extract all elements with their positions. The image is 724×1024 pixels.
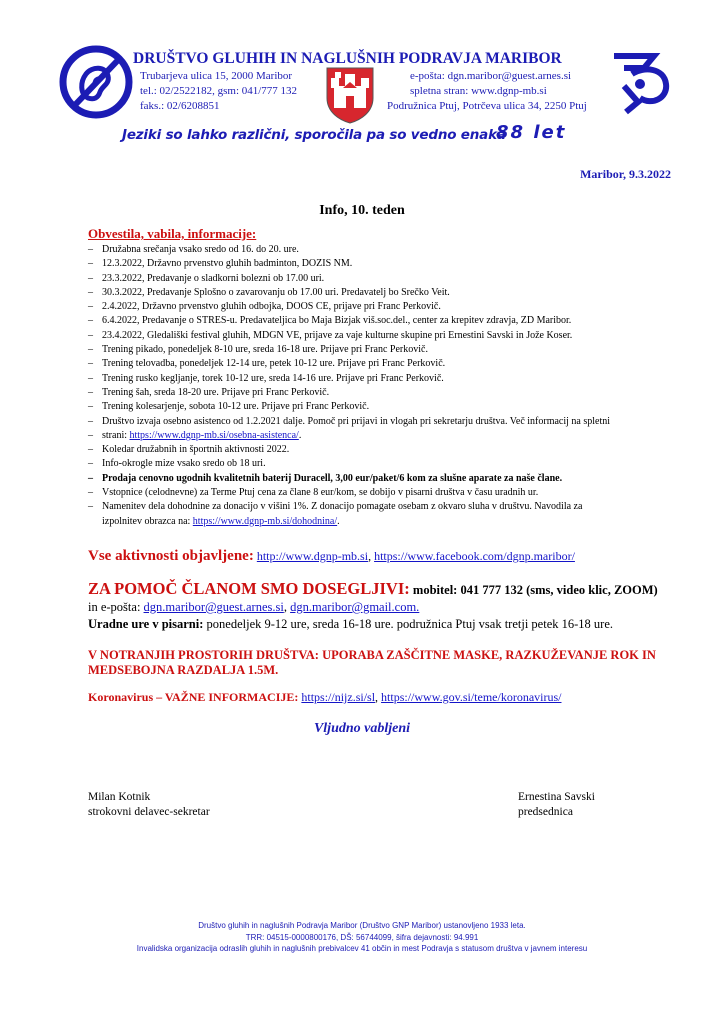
document-date: Maribor, 9.3.2022	[580, 167, 671, 181]
dohodnina-suffix: .	[337, 515, 340, 527]
list-item: – 30.3.2022, Predavanje Splošno o zavarovanju ob 17.00 uri. Predavatelj bo Srečko Veit.	[88, 286, 658, 300]
list-item: – 6.4.2022, Predavanje o STRES-u. Predavateljica bo Maja Bizjak viš.soc.del., center za krepitev zdravja, ZD Maribor.	[88, 314, 658, 328]
asistenca-text: Društvo izvaja osebno asistenco od 1.2.2021 dalje. Pomoč pri prijavi in vlogah pri sekretarju društva. Več informacij na spletni	[102, 415, 611, 427]
maribor-crest-icon	[325, 66, 375, 124]
list-item: – Trening kolesarjenje, sobota 10-12 ure. Prijave pri Franc Perkovič.	[88, 400, 658, 414]
signature-left	[88, 790, 210, 820]
list-item: – 12.3.2022, Državno prvenstvo gluhih badminton, DOZIS NM.	[88, 257, 658, 271]
footer	[0, 920, 724, 955]
help-mobile: mobitel: 041 777 132 (sms, video klic, ZOOM)	[409, 583, 658, 597]
asistenca-prefix: strani:	[102, 429, 130, 441]
facebook-link[interactable]: https://www.facebook.com/dgnp.maribor/	[374, 549, 575, 563]
notices-heading: Obvestila, vabila, informacije:	[88, 226, 257, 241]
list-item-dohodnina	[88, 500, 658, 529]
footer-line: TRR: 04515-0000800176, DŠ: 56744099, šifra dejavnosti: 94.991	[245, 932, 479, 942]
help-email-intro: in e-pošta:	[88, 600, 144, 614]
tagline-years: 88 let	[496, 122, 567, 143]
activities-label: Vse aktivnosti objavljene:	[88, 548, 254, 564]
list-item: – 2.4.2022, Državno prvenstvo gluhih odbojka, DOOS CE, prijave pri Franc Perkovič.	[88, 300, 658, 314]
list-item-asistenca	[88, 415, 658, 429]
phone: tel.: 02/2522182, gsm: 041/777 132	[140, 85, 298, 97]
dohodnina-link[interactable]: https://www.dgnp-mb.si/dohodnina/	[192, 515, 338, 527]
indoor-safety-notice: V NOTRANJIH PROSTORIH DRUŠTVA: UPORABA ZAŠČITNE MASKE, RAZKUŽEVANJE ROK IN MEDSEBOJNA RAZDALJA 1.5M.	[88, 648, 656, 677]
organization-name: DRUŠTVO GLUHIH IN NAGLUŠNIH PODRAVJA MARIBOR	[133, 50, 562, 67]
email: e-pošta: dgn.maribor@guest.arnes.si	[410, 70, 572, 82]
coronavirus-separator: ,	[375, 690, 382, 704]
coronavirus-line	[88, 690, 561, 705]
email-link-arnes[interactable]: dgn.maribor@guest.arnes.si	[143, 600, 284, 614]
email-link-gmail[interactable]: dgn.maribor@gmail.com.	[290, 600, 420, 614]
list-item: – 23.4.2022, Gledališki festival gluhih, MDGN VE, prijave za vaje kulturne skupine pri Ernestini Savski in Jože Koser.	[88, 329, 658, 343]
list-item: – Trening pikado, ponedeljek 8-10 ure, sreda 16-18 ure. Prijave pri Franc Perkovič.	[88, 343, 658, 357]
website: spletna stran: www.dgnp-mb.si	[410, 85, 547, 97]
document-title: Info, 10. teden	[319, 203, 405, 218]
signature-right	[518, 790, 595, 820]
list-item: – Vstopnice (celodnevne) za Terme Ptuj cena za člane 8 eur/kom, se dobijo v pisarni društva v času uradnih ur.	[88, 486, 658, 500]
coronavirus-label: Koronavirus – VAŽNE INFORMACIJE:	[88, 690, 299, 704]
list-item: – Info-okrogle mize vsako sredo ob 18 uri.	[88, 457, 658, 471]
notices-list	[88, 243, 658, 529]
office-hours: ponedeljek 9-12 ure, sreda 16-18 ure. podružnica Ptuj vsak tretji petek 16-18 ure.	[203, 617, 614, 631]
address: Trubarjeva ulica 15, 2000 Maribor	[140, 70, 293, 82]
fax: faks.: 02/6208851	[140, 100, 220, 112]
signatory-name: Milan Kotnik	[88, 791, 151, 803]
list-item-baterije: – Prodaja cenovno ugodnih kvalitetnih baterij Duracell, 3,00 eur/paket/6 kom za slušne aparate za naše člane.	[88, 472, 658, 486]
footer-line: Invalidska organizacija odraslih gluhih in naglušnih prebivalcev 41 občin in mest Podravja s statusom društva v javnem interesu	[136, 944, 588, 953]
asistenca-link[interactable]: https://www.dgnp-mb.si/osebna-asistenca/	[129, 429, 299, 441]
office-hours-label: Uradne ure v pisarni:	[88, 617, 204, 631]
sign-language-logo-icon	[604, 46, 680, 120]
dohodnina-prefix: izpolnitev obrazca na:	[102, 515, 193, 527]
dohodnina-text: Namenitev dela dohodnine za donacijo v višini 1%. Z donacijo pomagate osebam z okvaro sluha v društvu. Navodila za	[102, 501, 583, 513]
help-heading: ZA POMOČ ČLANOM SMO DOSEGLJIVI:	[88, 579, 410, 598]
list-item: – Trening šah, sreda 18-20 ure. Prijave pri Franc Perkovič.	[88, 386, 658, 400]
activities-line	[88, 548, 575, 565]
ear-logo-icon	[58, 44, 134, 120]
website-link[interactable]: http://www.dgnp-mb.si	[256, 549, 369, 563]
gov-link[interactable]: https://www.gov.si/teme/koronavirus/	[381, 690, 562, 704]
signatory-name: Ernestina Savski	[518, 791, 595, 803]
list-item-asistenca-link	[88, 429, 658, 443]
tagline: Jeziki so lahko različni, sporočila pa so vedno enaka	[122, 127, 506, 143]
nijz-link[interactable]: https://nijz.si/sl	[301, 690, 376, 704]
list-item: – Trening telovadba, ponedeljek 12-14 ure, petek 10-12 ure. Prijave pri Franc Perkovič.	[88, 357, 658, 371]
signatory-role: strokovni delavec-sekretar	[88, 806, 210, 818]
branch-address: Podružnica Ptuj, Potrčeva ulica 34, 2250 Ptuj	[387, 100, 587, 112]
asistenca-suffix: .	[298, 429, 302, 441]
footer-line: Društvo gluhih in naglušnih Podravja Maribor (Društvo GNP Maribor) ustanovljeno 1933 leta.	[198, 921, 526, 930]
help-email-separator: ,	[283, 600, 291, 614]
closing-text: Vljudno vabljeni	[313, 721, 411, 736]
list-item: – Družabna srečanja vsako sredo od 16. do 20. ure.	[88, 243, 658, 257]
list-item: – 23.3.2022, Predavanje o sladkorni bolezni ob 17.00 uri.	[88, 272, 658, 286]
list-item: – Trening rusko kegljanje, torek 10-12 ure, sreda 14-16 ure. Prijave pri Franc Perkovič.	[88, 372, 658, 386]
header-contact-left	[140, 69, 297, 114]
activities-separator: ,	[368, 549, 375, 563]
header-contact-right	[387, 69, 587, 114]
signatory-role: predsednica	[518, 806, 573, 818]
list-item: – Koledar družabnih in športnih aktivnosti 2022.	[88, 443, 658, 457]
help-section	[88, 580, 668, 633]
